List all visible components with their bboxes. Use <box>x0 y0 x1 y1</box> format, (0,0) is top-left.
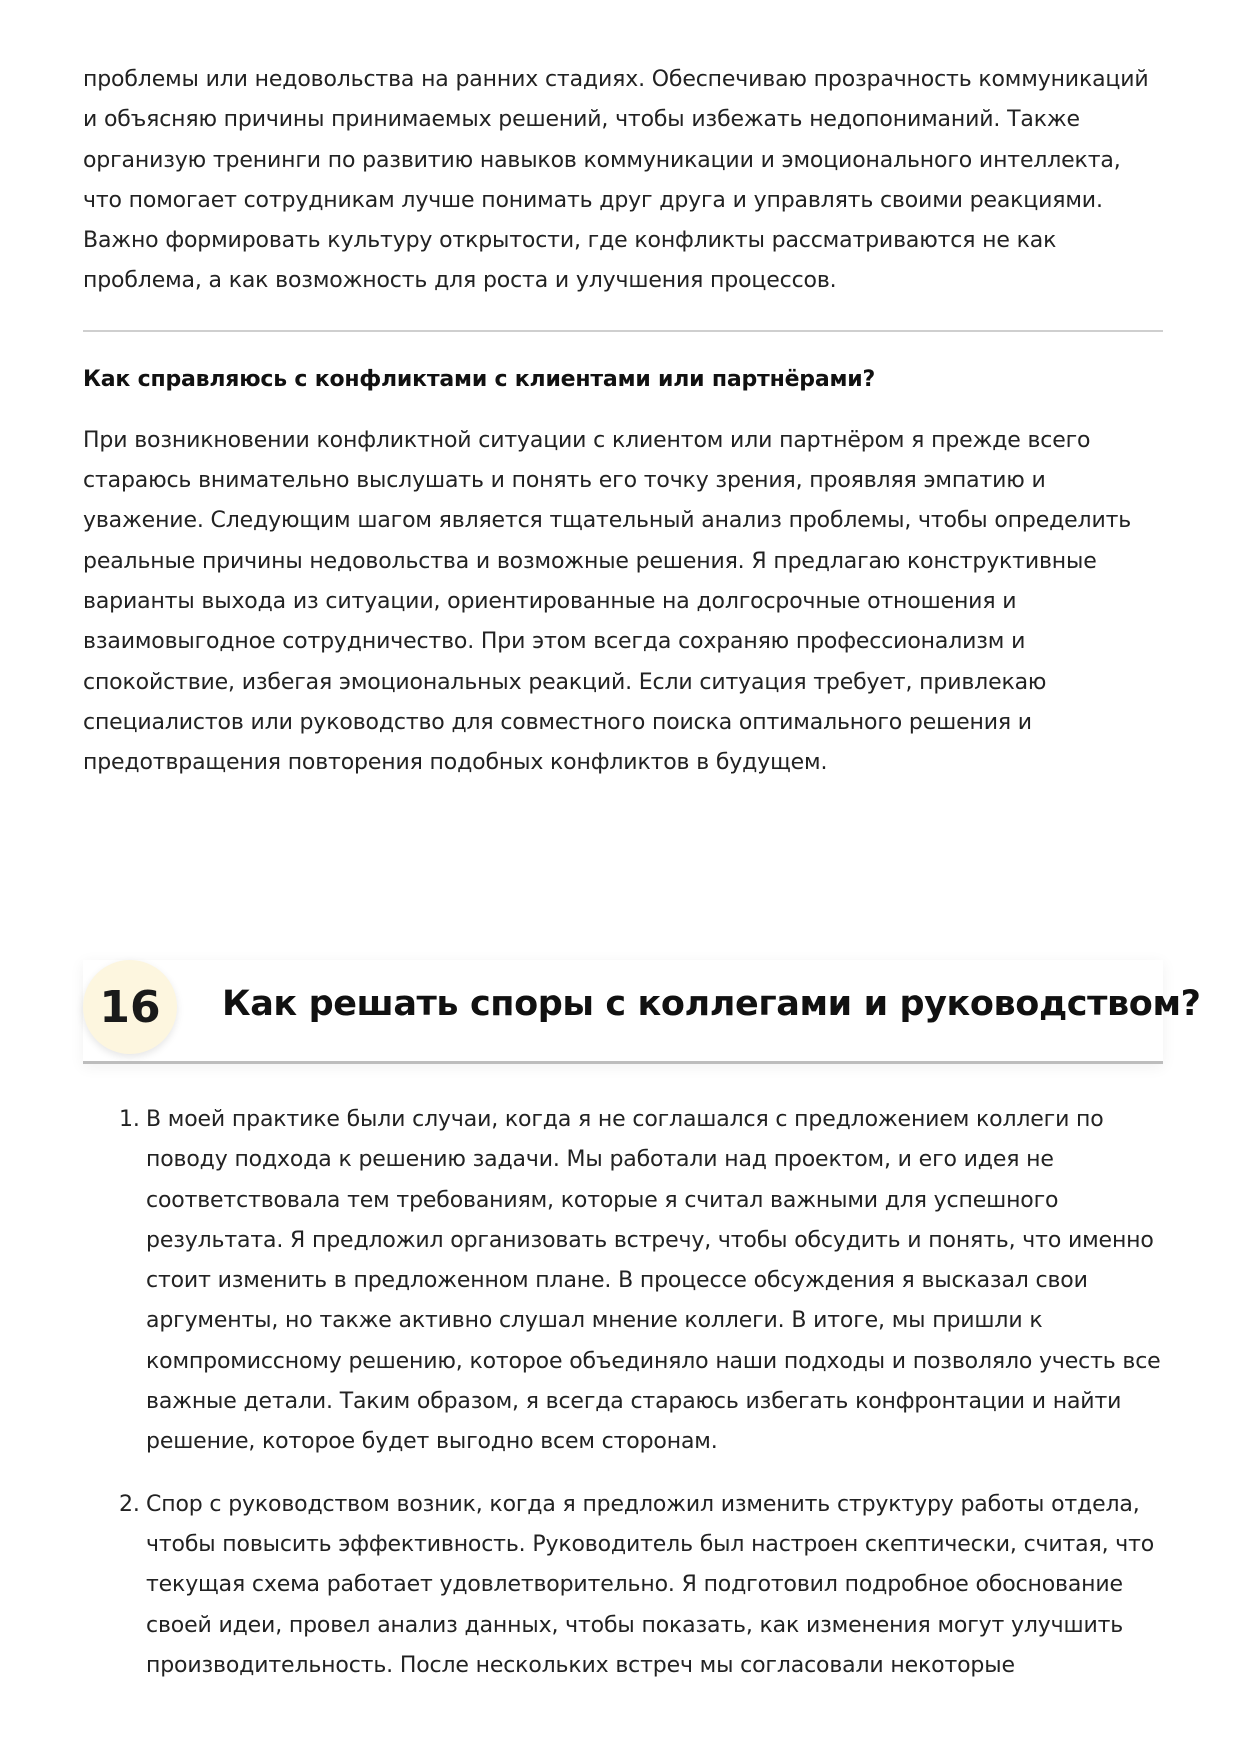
section-header-underline <box>83 1061 1163 1064</box>
section-16-header <box>83 960 1201 1064</box>
answer-number: 1. <box>119 1107 140 1132</box>
answer-text: Спор с руководством возник, когда я предложил изменить структуру работы отдела, чтобы повысить эффективность. Руководитель был настроен скептически, считая, что текущая схема работает удовлетворительно. Я подготовил подробное обоснование своей идеи, провел анализ данных, чтобы показать, как изменения могут улучшить производительность. После нескольких встреч мы согласовали некоторые <box>146 1491 1155 1678</box>
clients-conflict-paragraph: При возникновении конфликтной ситуации с клиентом или партнёром я прежде всего стараюсь внимательно выслушать и понять его точку зрения, проявляя эмпатию и уважение. Следующим шагом является тщательный анализ проблемы, чтобы определить реальные причины недовольства и возможные решения. Я предлагаю конструктивные варианты выхода из ситуации, ориентированные на долгосрочные отношения и взаимовыгодное сотрудничество. При этом всегда сохраняю профессионализм и спокойствие, избегая эмоциональных реакций. Если ситуация требует, привлекаю специалистов или руководство для совместного поиска оптимального решения и предотвращения повторения подобных конфликтов в будущем. <box>83 427 1132 776</box>
section-number-badge: 16 <box>83 960 177 1054</box>
answers-list <box>83 1100 1163 1708</box>
answer-text: В моей практике были случаи, когда я не соглашался с предложением коллеги по поводу подхода к решению задачи. Мы работали над проектом, и его идея не соответствовала тем требованиям, которые я считал важными для успешного результата. Я предложил организовать встречу, чтобы обсудить и понять, что именно стоит изменить в предложенном плане. В процессе обсуждения я высказал свои аргументы, но также активно слушал мнение коллеги. В итоге, мы пришли к компромиссному решению, которое объединяло наши подходы и позволяло учесть все важные детали. Таким образом, я всегда стараюсь избегать конфронтации и найти решение, которое будет выгодно всем сторонам. <box>146 1107 1161 1455</box>
answer-item <box>83 1100 1163 1463</box>
answer-number: 2. <box>119 1491 140 1517</box>
section-divider <box>83 330 1163 332</box>
document-page <box>83 60 1201 1678</box>
answer-item <box>83 1485 1163 1686</box>
intro-paragraph: проблемы или недовольства на ранних стадиях. Обеспечиваю прозрачность коммуникаций и объясняю причины принимаемых решений, чтобы избежать недопониманий. Также организую тренинги по развитию навыков коммуникации и эмоционального интеллекта, что помогает сотрудникам лучше понимать друг друга и управлять своими реакциями. Важно формировать культуру открытости, где конфликты рассматриваются не как проблема, а как возможность для роста и улучшения процессов. <box>83 67 1149 294</box>
section-title: Как решать споры с коллегами и руководством? <box>222 984 1201 1024</box>
clients-conflict-heading: Как справляюсь с конфликтами с клиентами или партнёрами? <box>83 366 876 392</box>
